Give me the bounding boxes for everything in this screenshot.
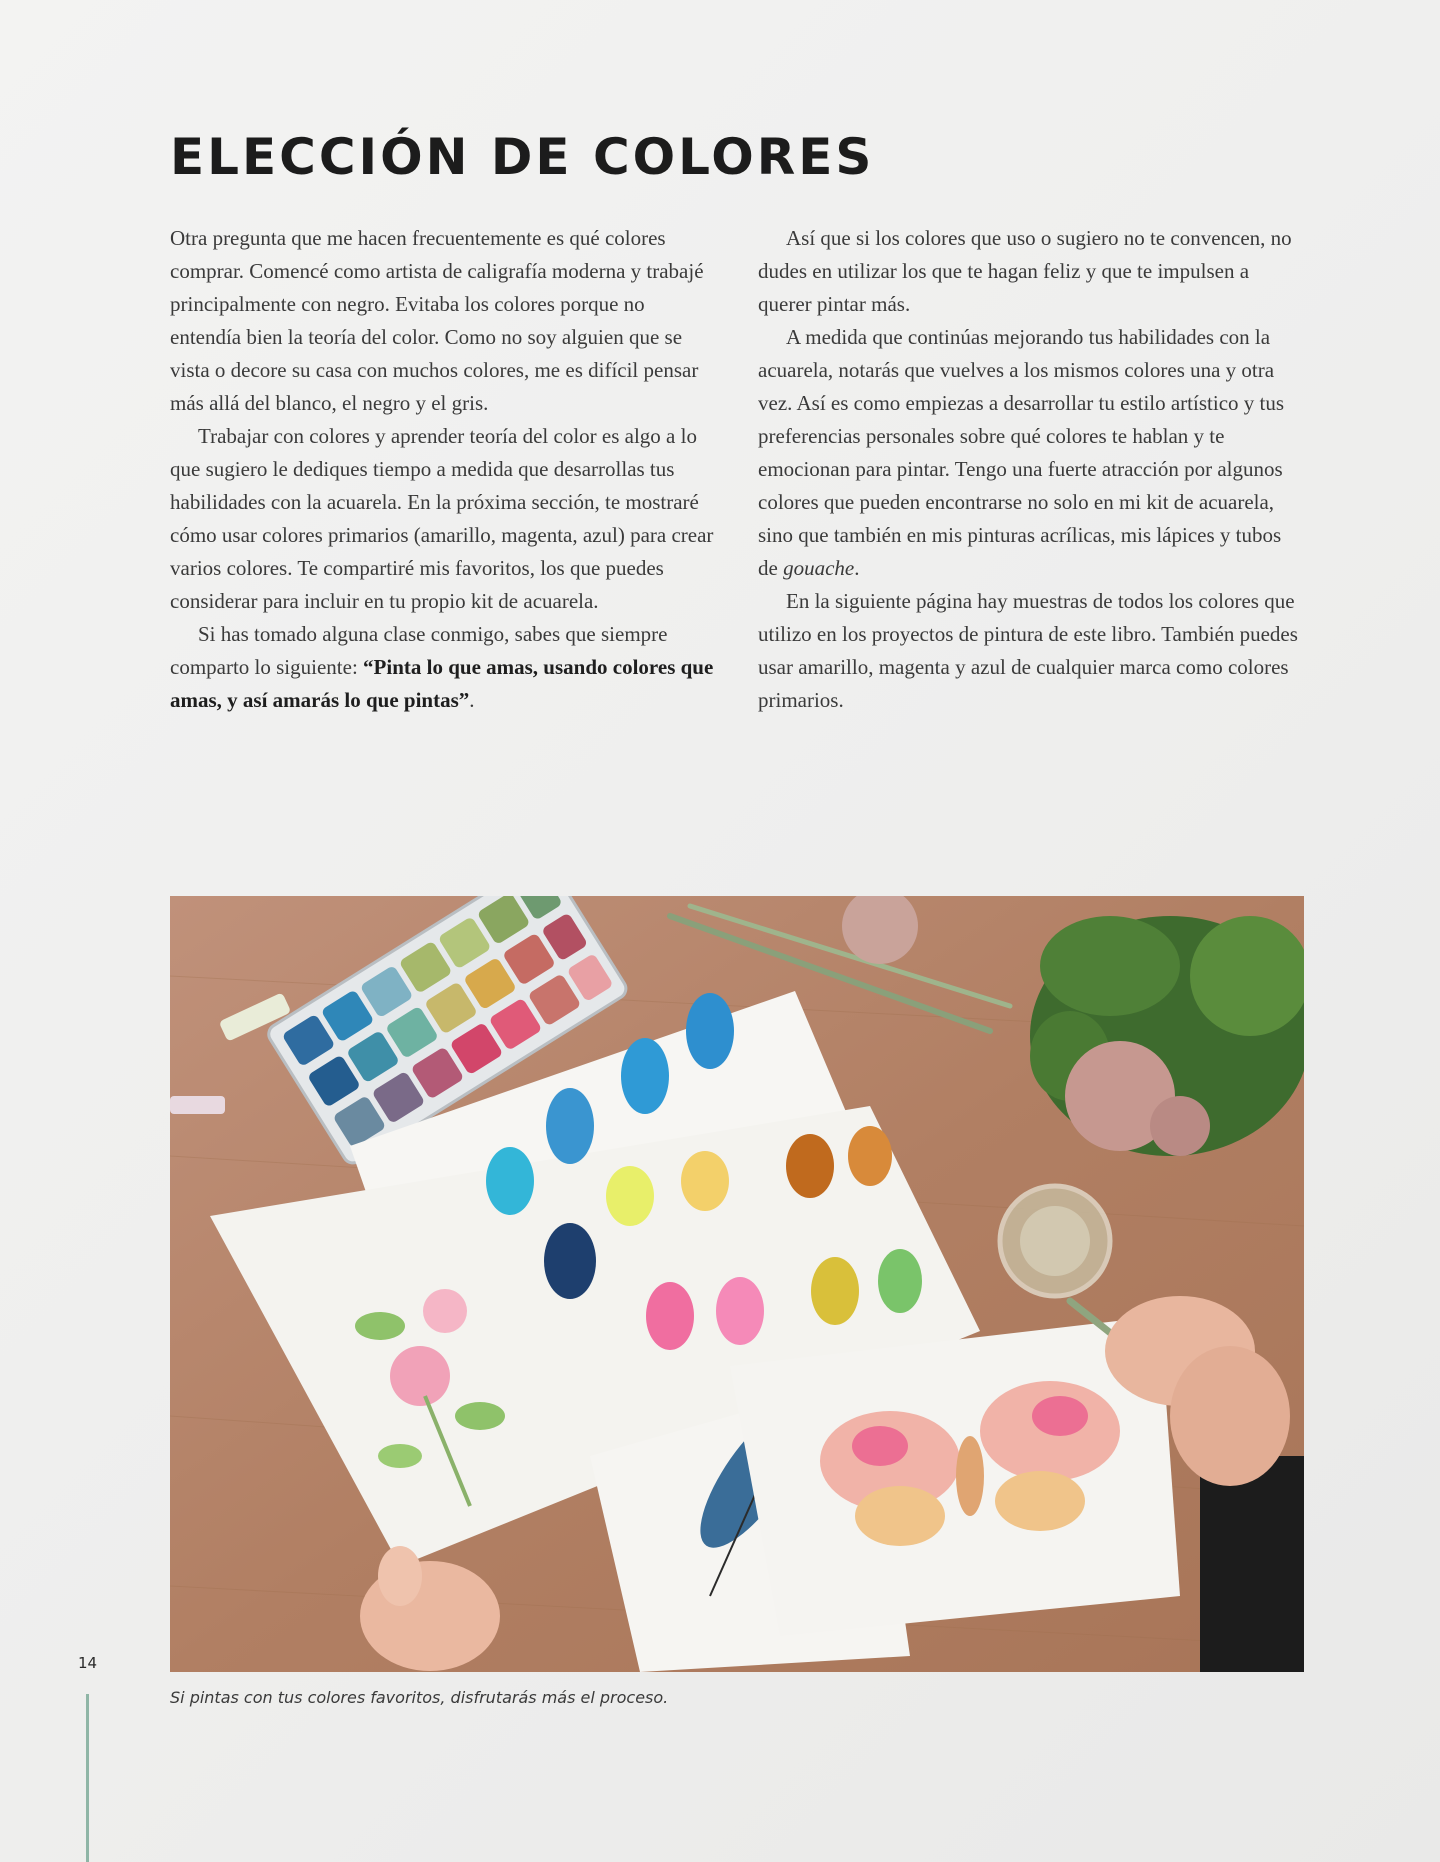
watercolor-photo (170, 896, 1304, 1672)
paragraph (170, 618, 718, 717)
paragraph-text: Si has tomado alguna clase conmigo, sabes que siempre comparto lo siguiente: (170, 622, 668, 679)
page-title: ELECCIÓN DE COLORES (170, 128, 875, 186)
paragraph: Otra pregunta que me hacen frecuentemente es qué colores comprar. Comencé como artista de caligrafía moderna y trabajé principalmente con negro. Evitaba los colores porque no entendía bien la teoría del color. Como no soy alguien que se vista o decore su casa con muchos colores, me es difícil pensar más allá del blanco, el negro y el gris. (170, 226, 704, 415)
paragraph: Trabajar con colores y aprender teoría del color es algo a lo que sugiero le dediques tiempo a medida que desarrollas tus habilidades con la acuarela. En la próxima sección, te mostraré cómo usar colores primarios (amarillo, magenta, azul) para crear varios colores. Te compartiré mis favoritos, los que puedes considerar para incluir en tu propio kit de acuarela. (170, 424, 714, 613)
watercolor-photo-illustration (170, 896, 1304, 1672)
quote-text: “Pinta lo que amas, usando colores que amas, y así amarás lo que pintas” (170, 655, 714, 712)
left-text-column (170, 222, 718, 717)
water-glass (1000, 1186, 1110, 1296)
paragraph: Así que si los colores que uso o sugiero no te convencen, no dudes en utilizar los que te hagan feliz y que te impulsen a querer pintar más. (758, 226, 1292, 316)
paragraph: En la siguiente página hay muestras de todos los colores que utilizo en los proyectos de pintura de este libro. También puedes usar amarillo, magenta y azul de cualquier marca como colores primarios. (758, 589, 1298, 712)
right-text-column (758, 222, 1306, 717)
italic-term: gouache (783, 556, 855, 580)
photo-caption: Si pintas con tus colores favoritos, disfrutarás más el proceso. (170, 1688, 669, 1707)
paragraph-text: . (469, 688, 475, 712)
margin-decoration-line (86, 1694, 89, 1862)
page-number: 14 (78, 1654, 98, 1672)
paragraph-text: A medida que continúas mejorando tus habilidades con la acuarela, notarás que vuelves a los mismos colores una y otra vez. Así es como empiezas a desarrollar tu estilo artístico y tus preferencias personales sobre qué colores te hablan y te emocionan para pintar. Tengo una fuerte atracción por algunos colores que pueden encontrarse no solo en mi kit de acuarela, sino que también en mis pinturas acrílicas, mis lápices y tubos de (758, 325, 1285, 580)
paragraph (758, 321, 1306, 585)
paragraph-text: . (854, 556, 860, 580)
